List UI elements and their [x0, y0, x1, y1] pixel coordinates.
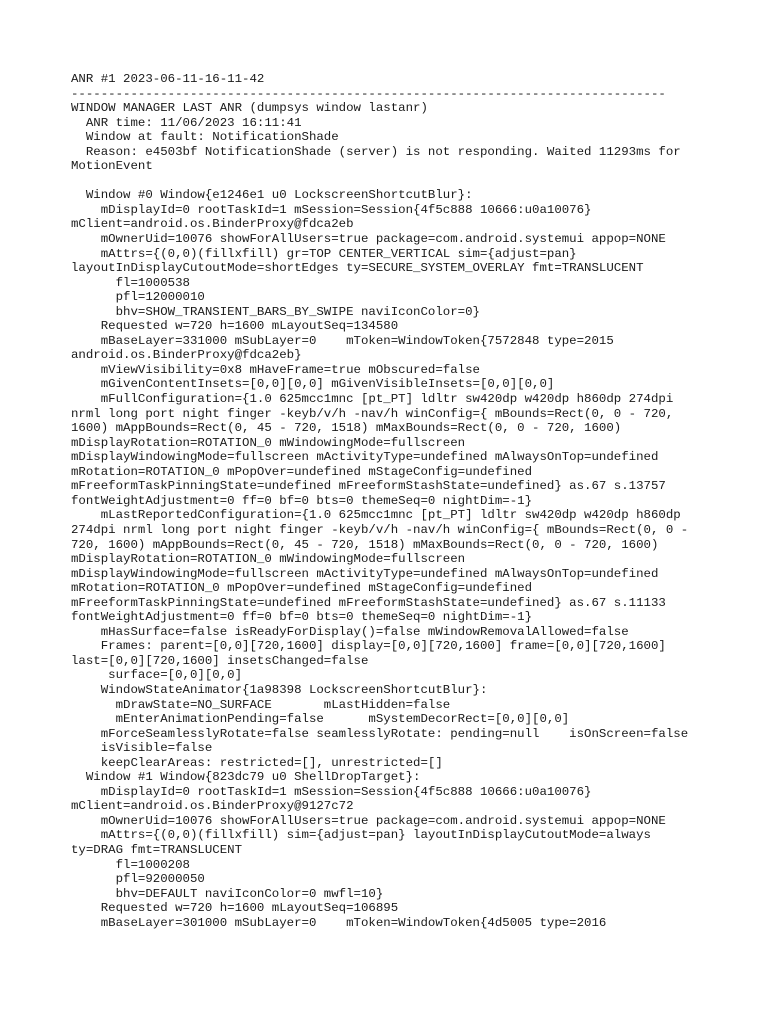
log-line: mLastReportedConfiguration={1.0 625mcc1mnc [pt_PT] ldltr sw420dp w420dp h860dp	[71, 508, 681, 523]
log-line: mClient=android.os.BinderProxy@9127c72	[71, 799, 354, 814]
log-line: fl=1000208	[71, 857, 190, 872]
log-line: Reason: e4503bf NotificationShade (server) is not responding. Waited 11293ms for	[71, 144, 681, 159]
log-line: Requested w=720 h=1600 mLayoutSeq=134580	[71, 319, 399, 334]
log-line: --------------------------------------------------------------------------------	[71, 86, 666, 101]
log-line: WindowStateAnimator{1a98398 LockscreenShortcutBlur}:	[71, 682, 488, 697]
log-line: ANR #1 2023-06-11-16-11-42	[71, 72, 265, 86]
log-line: 720, 1600) mAppBounds=Rect(0, 45 - 720, 1518) mMaxBounds=Rect(0, 0 - 720, 1600)	[71, 537, 659, 552]
log-line: bhv=SHOW_TRANSIENT_BARS_BY_SWIPE naviIconColor=0}	[71, 304, 480, 319]
log-line: mRotation=ROTATION_0 mPopOver=undefined mStageConfig=undefined	[71, 464, 533, 479]
log-line: fl=1000538	[71, 275, 190, 290]
log-line: mGivenContentInsets=[0,0][0,0] mGivenVisibleInsets=[0,0][0,0]	[71, 377, 555, 392]
log-line: 1600) mAppBounds=Rect(0, 45 - 720, 1518) mMaxBounds=Rect(0, 0 - 720, 1600)	[71, 421, 622, 436]
log-line: mBaseLayer=301000 mSubLayer=0 mToken=WindowToken{4d5005 type=2016	[71, 915, 607, 930]
log-line: mForceSeamlesslyRotate=false seamlesslyRotate: pending=null isOnScreen=false	[71, 726, 689, 741]
log-line: layoutInDisplayCutoutMode=shortEdges ty=SECURE_SYSTEM_OVERLAY fmt=TRANSLUCENT	[71, 261, 644, 276]
log-line: 274dpi nrml long port night finger -keyb/v/h -nav/h winConfig={ mBounds=Rect(0, 0 -	[71, 522, 689, 537]
log-line: mOwnerUid=10076 showForAllUsers=true package=com.android.systemui appop=NONE	[71, 232, 666, 247]
log-line: mDisplayWindowingMode=fullscreen mActivityType=undefined mAlwaysOnTop=undefined	[71, 450, 659, 465]
log-line: ty=DRAG fmt=TRANSLUCENT	[71, 842, 243, 857]
log-line: fontWeightAdjustment=0 ff=0 bf=0 bts=0 themeSeq=0 nightDim=-1}	[71, 610, 533, 625]
log-line: mDisplayWindowingMode=fullscreen mActivityType=undefined mAlwaysOnTop=undefined	[71, 566, 659, 581]
log-line: mHasSurface=false isReadyForDisplay()=false mWindowRemovalAllowed=false	[71, 624, 629, 639]
log-line: keepClearAreas: restricted=[], unrestricted=[]	[71, 755, 443, 770]
log-line: mRotation=ROTATION_0 mPopOver=undefined mStageConfig=undefined	[71, 581, 533, 596]
log-line: mDisplayRotation=ROTATION_0 mWindowingMode=fullscreen	[71, 552, 466, 567]
log-line	[71, 174, 761, 189]
log-line: ANR time: 11/06/2023 16:11:41	[71, 115, 302, 130]
log-line: surface=[0,0][0,0]	[71, 668, 243, 683]
log-line: mFreeformTaskPinningState=undefined mFreeformStashState=undefined} as.67 s.11133	[71, 595, 666, 610]
log-line: pfl=92000050	[71, 872, 205, 887]
log-line: mViewVisibility=0x8 mHaveFrame=true mObscured=false	[71, 362, 480, 377]
log-line: mOwnerUid=10076 showForAllUsers=true package=com.android.systemui appop=NONE	[71, 813, 666, 828]
log-line: nrml long port night finger -keyb/v/h -nav/h winConfig={ mBounds=Rect(0, 0 - 720,	[71, 406, 674, 421]
log-line: mFreeformTaskPinningState=undefined mFreeformStashState=undefined} as.67 s.13757	[71, 479, 666, 494]
log-line: Window #1 Window{823dc79 u0 ShellDropTarget}:	[71, 770, 421, 785]
log-line: Frames: parent=[0,0][720,1600] display=[0,0][720,1600] frame=[0,0][720,1600]	[71, 639, 666, 654]
log-line: bhv=DEFAULT naviIconColor=0 mwfl=10}	[71, 886, 384, 901]
log-line: mBaseLayer=331000 mSubLayer=0 mToken=WindowToken{7572848 type=2015	[71, 333, 614, 348]
log-line: fontWeightAdjustment=0 ff=0 bf=0 bts=0 themeSeq=0 nightDim=-1}	[71, 493, 533, 508]
log-line: last=[0,0][720,1600] insetsChanged=false	[71, 653, 369, 668]
log-line: android.os.BinderProxy@fdca2eb}	[71, 348, 302, 363]
log-line: mDrawState=NO_SURFACE mLastHidden=false	[71, 697, 451, 712]
log-line: mClient=android.os.BinderProxy@fdca2eb	[71, 217, 354, 232]
log-line: Window #0 Window{e1246e1 u0 LockscreenShortcutBlur}:	[71, 188, 473, 203]
log-line: mFullConfiguration={1.0 625mcc1mnc [pt_PT] ldltr sw420dp w420dp h860dp 274dpi	[71, 392, 674, 407]
log-line: pfl=12000010	[71, 290, 205, 305]
log-line: MotionEvent	[71, 159, 153, 174]
log-line: Window at fault: NotificationShade	[71, 130, 339, 145]
log-line: mAttrs={(0,0)(fillxfill) gr=TOP CENTER_VERTICAL sim={adjust=pan}	[71, 246, 577, 261]
log-line: mDisplayId=0 rootTaskId=1 mSession=Session{4f5c888 10666:u0a10076}	[71, 202, 592, 217]
log-line: WINDOW MANAGER LAST ANR (dumpsys window lastanr)	[71, 101, 428, 116]
log-line: mDisplayRotation=ROTATION_0 mWindowingMode=fullscreen	[71, 435, 466, 450]
log-line: mAttrs={(0,0)(fillxfill) sim={adjust=pan} layoutInDisplayCutoutMode=always	[71, 828, 651, 843]
log-line: mEnterAnimationPending=false mSystemDecorRect=[0,0][0,0]	[71, 712, 570, 727]
log-line: mDisplayId=0 rootTaskId=1 mSession=Session{4f5c888 10666:u0a10076}	[71, 784, 592, 799]
log-line: Requested w=720 h=1600 mLayoutSeq=106895	[71, 901, 399, 916]
log-line: isVisible=false	[71, 741, 213, 756]
